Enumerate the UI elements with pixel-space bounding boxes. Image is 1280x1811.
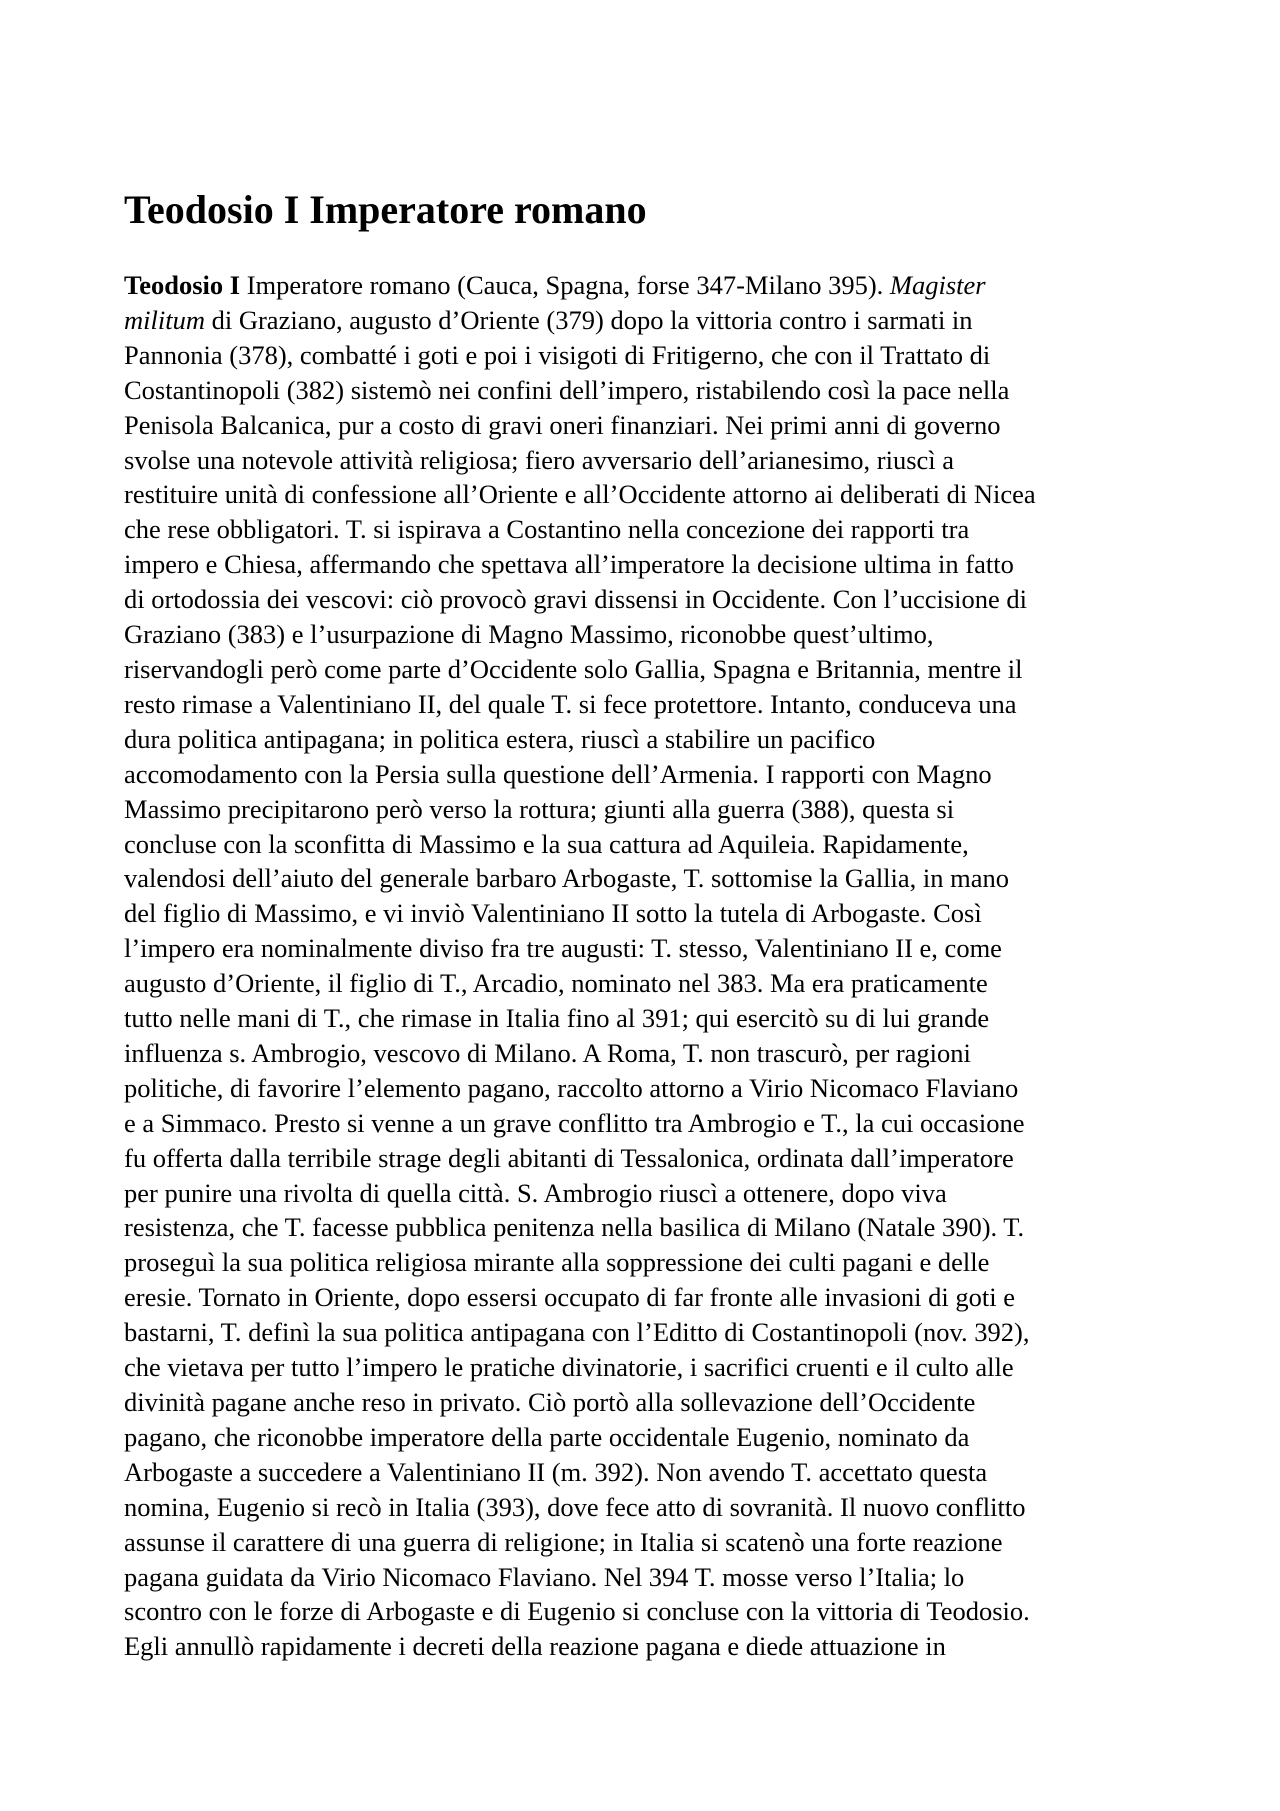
text-line: e a Simmaco. Presto si venne a un grave conflitto tra Ambrogio e T., la cui occasione (124, 1107, 1025, 1138)
text-line: eresie. Tornato in Oriente, dopo essersi occupato di far fronte alle invasioni di goti e (124, 1282, 1016, 1313)
text-line: accomodamento con la Persia sulla questione dell’Armenia. I rapporti con Magno (124, 758, 992, 789)
text-line: augusto d’Oriente, il figlio di T., Arcadio, nominato nel 383. Ma era praticamente (124, 968, 988, 999)
text-line: svolse una notevole attività religiosa; fiero avversario dell’arianesimo, riuscì a (124, 444, 955, 475)
text-line: proseguì la sua politica religiosa mirante alla soppressione dei culti pagani e delle (124, 1247, 990, 1278)
text-line: Costantinopoli (382) sistemò nei confini dell’impero, ristabilendo così la pace nella (124, 374, 1010, 405)
text-line: che rese obbligatori. T. si ispirava a Costantino nella concezione dei rapporti tra (124, 514, 970, 545)
text-line: resistenza, che T. facesse pubblica penitenza nella basilica di Milano (Natale 390). T. (124, 1212, 1025, 1243)
text-line: dura politica antipagana; in politica estera, riuscì a stabilire un pacifico (124, 723, 876, 754)
text-line: Massimo precipitarono però verso la rottura; giunti alla guerra (388), questa si (124, 793, 955, 824)
text-line: l’impero era nominalmente diviso fra tre augusti: T. stesso, Valentiniano II e, come (124, 933, 1002, 964)
text-line: di ortodossia dei vescovi: ciò provocò gravi dissensi in Occidente. Con l’uccisione di (124, 584, 1028, 615)
text-line: pagano, che riconobbe imperatore della parte occidentale Eugenio, nominato da (124, 1421, 970, 1452)
text-line: influenza s. Ambrogio, vescovo di Milano. A Roma, T. non trascurò, per ragioni (124, 1037, 971, 1068)
text-line: pagana guidata da Virio Nicomaco Flaviano. Nel 394 T. mosse verso l’Italia; lo (124, 1561, 965, 1592)
text-line: Egli annullò rapidamente i decreti della reazione pagana e diede attuazione in (124, 1631, 946, 1662)
lead-bold-term: Teodosio I (124, 270, 241, 300)
line2-text: di Graziano, augusto d’Oriente (379) dopo la vittoria contro i sarmati in (204, 304, 973, 335)
line2-italic-term: militum (124, 304, 205, 335)
lead-italic-term: Magister (889, 270, 986, 300)
text-line: valendosi dell’aiuto del generale barbaro Arbogaste, T. sottomise la Gallia, in mano (124, 863, 1010, 894)
text-line: divinità pagane anche reso in privato. Ciò portò alla sollevazione dell’Occidente (124, 1387, 976, 1417)
text-line: riservandogli però come parte d’Occidente solo Gallia, Spagna e Britannia, mentre il (124, 653, 1023, 684)
text-line (124, 303, 1164, 338)
text-line: bastarni, T. definì la sua politica antipagana con l’Editto di Costantinopoli (nov. 392), (124, 1317, 1030, 1348)
text-line: fu offerta dalla terribile strage degli abitanti di Tessalonica, ordinata dall’imperatore (124, 1142, 1014, 1173)
text-line: del figlio di Massimo, e vi inviò Valentiniano II sotto la tutela di Arbogaste. Così (124, 898, 982, 929)
text-line: politiche, di favorire l’elemento pagano, raccolto attorno a Virio Nicomaco Flaviano (124, 1072, 1019, 1103)
text-line: Arbogaste a succedere a Valentiniano II (m. 392). Non avendo T. accettato questa (124, 1456, 988, 1487)
text-line: nomina, Eugenio si recò in Italia (393), dove fece atto di sovranità. Il nuovo conflitto (124, 1491, 1026, 1522)
text-line: Pannonia (378), combatté i goti e poi i visigoti di Fritigerno, che con il Trattato di (124, 339, 991, 370)
page-title: Teodosio I Imperatore romano (124, 187, 647, 232)
text-line: tutto nelle mani di T., che rimase in Italia fino al 391; qui esercitò su di lui grande (124, 1003, 990, 1034)
text-line: Graziano (383) e l’usurpazione di Magno Massimo, riconobbe quest’ultimo, (124, 619, 934, 650)
text-line: resto rimase a Valentiniano II, del quale T. si fece protettore. Intanto, conduceva una (124, 688, 1017, 719)
text-line (124, 268, 1164, 303)
lead-text: Imperatore romano (Cauca, Spagna, forse 347-Milano 395). (240, 270, 890, 300)
text-line: per punire una rivolta di quella città. S. Ambrogio riuscì a ottenere, dopo viva (124, 1177, 947, 1208)
text-line: impero e Chiesa, affermando che spettava all’imperatore la decisione ultima in fatto (124, 549, 1014, 580)
text-line: che vietava per tutto l’impero le pratiche divinatorie, i sacrifici cruenti e il culto alle (124, 1352, 1014, 1383)
text-line: scontro con le forze di Arbogaste e di Eugenio si concluse con la vittoria di Teodosio. (124, 1596, 1030, 1627)
text-line: Penisola Balcanica, pur a costo di gravi oneri finanziari. Nei primi anni di governo (124, 409, 1001, 440)
article-body (124, 268, 1164, 1664)
text-line: restituire unità di confessione all’Oriente e all’Occidente attorno ai deliberati di Nicea (124, 479, 1036, 510)
text-line: assunse il carattere di una guerra di religione; in Italia si scatenò una forte reazione (124, 1526, 1003, 1557)
text-line: concluse con la sconfitta di Massimo e la sua cattura ad Aquileia. Rapidamente, (124, 828, 969, 859)
